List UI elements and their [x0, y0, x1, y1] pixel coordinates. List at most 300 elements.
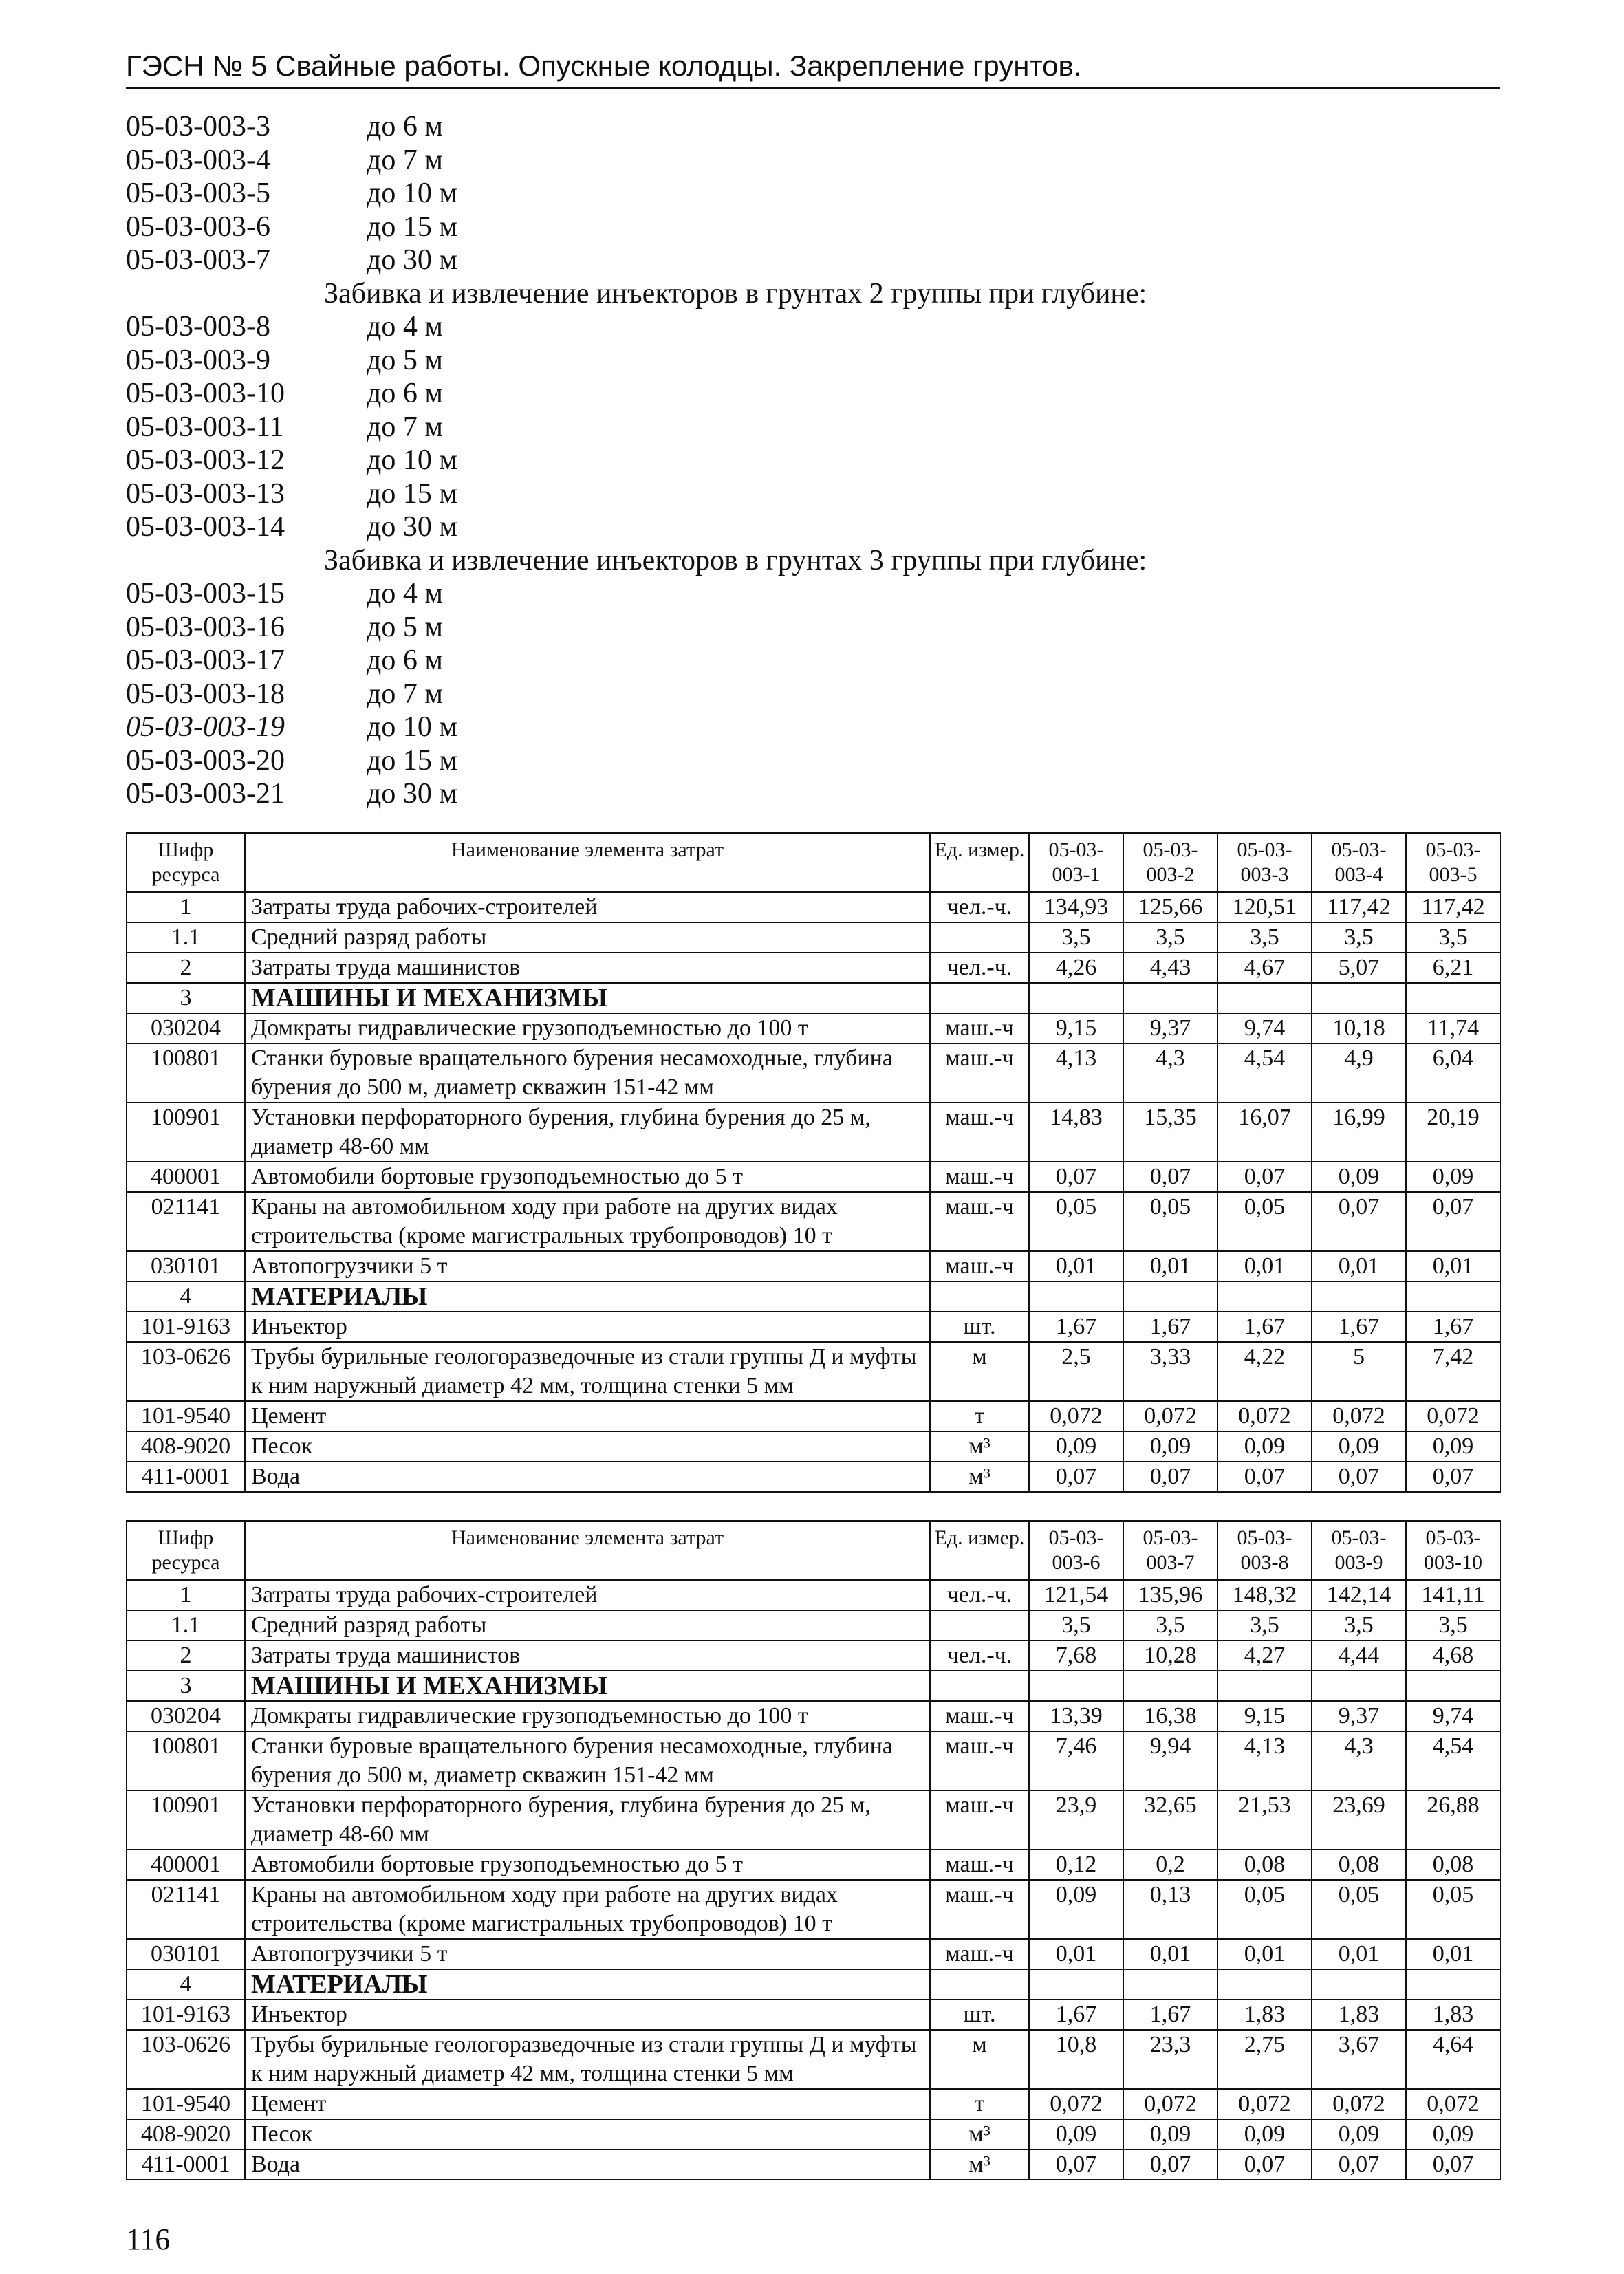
- value-cell: 4,22: [1217, 1342, 1312, 1401]
- norm-code: 05-03-003-4: [126, 144, 270, 176]
- depth-label: до 7 м: [367, 144, 443, 176]
- header-column-code: 05-03-003-1: [1029, 833, 1123, 892]
- value-cell: 0,2: [1123, 1850, 1217, 1880]
- value-cell: [1123, 1969, 1217, 2000]
- norm-code: 05-03-003-6: [126, 210, 270, 243]
- value-cell: 3,67: [1312, 2030, 1406, 2089]
- depth-label: до 7 м: [367, 678, 443, 710]
- resource-code: 3: [127, 983, 245, 1013]
- resource-name: МАШИНЫ И МЕХАНИЗМЫ: [245, 983, 930, 1013]
- value-cell: 0,09: [1217, 2119, 1312, 2150]
- value-cell: 32,65: [1123, 1790, 1217, 1850]
- norm-code: 05-03-003-9: [126, 344, 270, 376]
- value-cell: 0,072: [1029, 2089, 1123, 2119]
- resource-name: Средний разряд работы: [245, 1610, 930, 1640]
- table-row: [127, 2119, 1500, 2150]
- value-cell: 0,01: [1123, 1251, 1217, 1281]
- value-cell: 1,67: [1029, 1312, 1123, 1342]
- header-column-code: 05-03-003-3: [1217, 833, 1312, 892]
- norm-code: 05-03-003-3: [126, 111, 270, 142]
- header-column-code: 05-03-003-9: [1312, 1521, 1406, 1580]
- resource-name: Автомобили бортовые грузоподъемностью до 5 т: [245, 1162, 930, 1192]
- unit-of-measure: маш.-ч: [930, 1043, 1029, 1103]
- value-cell: 1,67: [1217, 1312, 1312, 1342]
- value-cell: 0,07: [1029, 1162, 1123, 1192]
- value-cell: 1,67: [1406, 1312, 1500, 1342]
- table-row: [127, 1701, 1500, 1731]
- value-cell: [1217, 1969, 1312, 2000]
- value-cell: 0,07: [1123, 1462, 1217, 1492]
- value-cell: 0,07: [1029, 1462, 1123, 1492]
- value-cell: 6,21: [1406, 953, 1500, 983]
- value-cell: 0,072: [1312, 1401, 1406, 1431]
- depth-label: до 10 м: [367, 444, 457, 476]
- code-row: [126, 510, 1500, 544]
- code-row: [126, 411, 1500, 444]
- header-row: [127, 1521, 1500, 1580]
- value-cell: 0,09: [1406, 1431, 1500, 1462]
- value-cell: 23,3: [1123, 2030, 1217, 2089]
- header-column-code: 05-03-003-7: [1123, 1521, 1217, 1580]
- resource-code: 400001: [127, 1162, 245, 1192]
- resource-code: 101-9540: [127, 1401, 245, 1431]
- table-row: [127, 1162, 1500, 1192]
- value-cell: [1217, 1281, 1312, 1312]
- resource-code: 408-9020: [127, 2119, 245, 2150]
- value-cell: [1312, 1281, 1406, 1312]
- value-cell: [1029, 1281, 1123, 1312]
- value-cell: 0,09: [1312, 1162, 1406, 1192]
- unit-of-measure: [930, 1610, 1029, 1640]
- header-column-code: 05-03-003-2: [1123, 833, 1217, 892]
- depth-label: до 30 м: [367, 778, 457, 810]
- resource-code: 100801: [127, 1731, 245, 1790]
- value-cell: 16,07: [1217, 1103, 1312, 1162]
- value-cell: 1,67: [1123, 1312, 1217, 1342]
- norm-code: 05-03-003-16: [126, 611, 285, 643]
- depth-label: до 6 м: [367, 378, 443, 409]
- value-cell: 3,5: [1217, 922, 1312, 953]
- resource-name: Средний разряд работы: [245, 922, 930, 953]
- value-cell: 0,09: [1123, 2119, 1217, 2150]
- unit-of-measure: маш.-ч: [930, 1850, 1029, 1880]
- resource-name: Трубы бурильные геологоразведочные из стали группы Д и муфты к ним наружный диаметр 42 мм, толщина стенки 5 мм: [245, 1342, 930, 1401]
- header-code: Шифр ресурса: [127, 833, 245, 892]
- table-row: [127, 1462, 1500, 1492]
- resource-name: Краны на автомобильном ходу при работе на других видах строительства (кроме магистральных трубопроводов) 10 т: [245, 1880, 930, 1939]
- value-cell: 21,53: [1217, 1790, 1312, 1850]
- unit-of-measure: маш.-ч: [930, 1103, 1029, 1162]
- table-row: [127, 1401, 1500, 1431]
- resource-code: 021141: [127, 1192, 245, 1251]
- depth-label: до 10 м: [367, 711, 457, 743]
- resource-name: Автопогрузчики 5 т: [245, 1251, 930, 1281]
- resource-name: Вода: [245, 2150, 930, 2180]
- depth-label: до 15 м: [367, 477, 457, 510]
- value-cell: 0,072: [1217, 2089, 1312, 2119]
- value-cell: 4,43: [1123, 953, 1217, 983]
- unit-of-measure: маш.-ч: [930, 1880, 1029, 1939]
- value-cell: [1406, 1671, 1500, 1701]
- value-cell: 9,37: [1312, 1701, 1406, 1731]
- resource-name: Песок: [245, 1431, 930, 1462]
- value-cell: 0,05: [1029, 1192, 1123, 1251]
- value-cell: 0,01: [1029, 1939, 1123, 1969]
- unit-of-measure: [930, 1281, 1029, 1312]
- resource-code: 411-0001: [127, 2150, 245, 2180]
- table-row: [127, 1640, 1500, 1671]
- value-cell: 3,5: [1029, 922, 1123, 953]
- value-cell: 1,83: [1312, 2000, 1406, 2030]
- resource-name: Вода: [245, 1462, 930, 1492]
- value-cell: 0,05: [1217, 1192, 1312, 1251]
- value-cell: 117,42: [1406, 892, 1500, 922]
- resource-code: 030204: [127, 1013, 245, 1043]
- depth-label: до 15 м: [367, 210, 457, 243]
- value-cell: 0,09: [1406, 2119, 1500, 2150]
- depth-label: до 4 м: [367, 578, 443, 609]
- value-cell: 125,66: [1123, 892, 1217, 922]
- value-cell: 0,07: [1406, 2150, 1500, 2180]
- value-cell: 9,74: [1217, 1013, 1312, 1043]
- unit-of-measure: т: [930, 2089, 1029, 2119]
- value-cell: 23,69: [1312, 1790, 1406, 1850]
- value-cell: 0,09: [1123, 1431, 1217, 1462]
- code-row: [126, 243, 1500, 277]
- value-cell: 7,68: [1029, 1640, 1123, 1671]
- code-row: [126, 344, 1500, 378]
- code-row: [126, 144, 1500, 177]
- value-cell: 0,08: [1406, 1850, 1500, 1880]
- value-cell: 4,64: [1406, 2030, 1500, 2089]
- value-cell: 7,42: [1406, 1342, 1500, 1401]
- resource-name: Затраты труда машинистов: [245, 953, 930, 983]
- table-row: [127, 1880, 1500, 1939]
- value-cell: [1123, 983, 1217, 1013]
- resource-code: 4: [127, 1969, 245, 2000]
- group-heading-text: Забивка и извлечение инъекторов в грунтах 3 группы при глубине:: [324, 544, 1147, 576]
- code-row: [126, 577, 1500, 611]
- code-row: [126, 310, 1500, 344]
- depth-label: до 5 м: [367, 611, 443, 643]
- code-row: [126, 744, 1500, 778]
- codes-list: [126, 110, 1500, 811]
- value-cell: 4,54: [1217, 1043, 1312, 1103]
- resource-code: 100801: [127, 1043, 245, 1103]
- header-row: [127, 833, 1500, 892]
- value-cell: 10,18: [1312, 1013, 1406, 1043]
- unit-of-measure: м³: [930, 2150, 1029, 2180]
- resource-name: Домкраты гидравлические грузоподъемностью до 100 т: [245, 1013, 930, 1043]
- code-row: [126, 377, 1500, 411]
- resource-code: 030204: [127, 1701, 245, 1731]
- unit-of-measure: [930, 1671, 1029, 1701]
- value-cell: 0,072: [1312, 2089, 1406, 2119]
- value-cell: 7,46: [1029, 1731, 1123, 1790]
- resource-code: 400001: [127, 1850, 245, 1880]
- resource-name: Затраты труда рабочих-строителей: [245, 1580, 930, 1610]
- header-unit: Ед. измер.: [930, 833, 1029, 892]
- value-cell: 141,11: [1406, 1580, 1500, 1610]
- resource-code: 2: [127, 953, 245, 983]
- group-heading: [126, 277, 1500, 311]
- resource-code: 101-9163: [127, 1312, 245, 1342]
- value-cell: 9,15: [1217, 1701, 1312, 1731]
- table-row: [127, 922, 1500, 953]
- value-cell: 134,93: [1029, 892, 1123, 922]
- value-cell: 0,07: [1217, 1162, 1312, 1192]
- code-row: [126, 611, 1500, 645]
- table-row: [127, 1342, 1500, 1401]
- header-column-code: 05-03-003-4: [1312, 833, 1406, 892]
- group-heading: [126, 544, 1500, 578]
- value-cell: 142,14: [1312, 1580, 1406, 1610]
- resource-code: 1.1: [127, 922, 245, 953]
- value-cell: 0,01: [1312, 1251, 1406, 1281]
- table-row: [127, 1043, 1500, 1103]
- depth-label: до 6 м: [367, 645, 443, 676]
- value-cell: 0,05: [1123, 1192, 1217, 1251]
- value-cell: [1123, 1281, 1217, 1312]
- code-row: [126, 210, 1500, 244]
- table-row: [127, 1610, 1500, 1640]
- value-cell: [1029, 1671, 1123, 1701]
- resource-name: Станки буровые вращательного бурения несамоходные, глубина бурения до 500 м, диаметр скважин 151-42 мм: [245, 1043, 930, 1103]
- depth-label: до 4 м: [367, 311, 443, 343]
- unit-of-measure: [930, 1969, 1029, 2000]
- value-cell: [1029, 1969, 1123, 2000]
- value-cell: 13,39: [1029, 1701, 1123, 1731]
- unit-of-measure: м: [930, 1342, 1029, 1401]
- value-cell: 3,5: [1217, 1610, 1312, 1640]
- value-cell: 0,09: [1217, 1431, 1312, 1462]
- table-row: [127, 2089, 1500, 2119]
- value-cell: 4,67: [1217, 953, 1312, 983]
- depth-label: до 30 м: [367, 511, 457, 543]
- section-row: [127, 983, 1500, 1013]
- resource-name: Инъектор: [245, 2000, 930, 2030]
- header-name: Наименование элемента затрат: [245, 833, 930, 892]
- depth-label: до 10 м: [367, 177, 457, 209]
- value-cell: 0,09: [1312, 2119, 1406, 2150]
- value-cell: [1406, 983, 1500, 1013]
- norm-code: 05-03-003-13: [126, 477, 285, 510]
- value-cell: 0,09: [1406, 1162, 1500, 1192]
- unit-of-measure: маш.-ч: [930, 1939, 1029, 1969]
- resource-name: Автопогрузчики 5 т: [245, 1939, 930, 1969]
- resource-name: МАШИНЫ И МЕХАНИЗМЫ: [245, 1671, 930, 1701]
- norm-code: 05-03-003-11: [126, 411, 284, 443]
- table-row: [127, 1731, 1500, 1790]
- value-cell: 0,07: [1217, 1462, 1312, 1492]
- table-row: [127, 1251, 1500, 1281]
- code-row: [126, 110, 1500, 144]
- value-cell: 3,5: [1406, 922, 1500, 953]
- depth-label: до 15 м: [367, 744, 457, 777]
- table-row: [127, 2030, 1500, 2089]
- value-cell: 2,75: [1217, 2030, 1312, 2089]
- value-cell: 120,51: [1217, 892, 1312, 922]
- value-cell: 1,67: [1123, 2000, 1217, 2030]
- value-cell: 135,96: [1123, 1580, 1217, 1610]
- value-cell: 2,5: [1029, 1342, 1123, 1401]
- value-cell: 0,01: [1406, 1251, 1500, 1281]
- value-cell: 0,072: [1123, 2089, 1217, 2119]
- value-cell: 6,04: [1406, 1043, 1500, 1103]
- value-cell: 0,072: [1217, 1401, 1312, 1431]
- resource-code: 101-9163: [127, 2000, 245, 2030]
- value-cell: 0,072: [1406, 2089, 1500, 2119]
- table-row: [127, 1431, 1500, 1462]
- value-cell: 4,13: [1029, 1043, 1123, 1103]
- resource-name: Инъектор: [245, 1312, 930, 1342]
- running-header: ГЭСН № 5 Свайные работы. Опускные колодцы. Закрепление грунтов.: [126, 48, 1500, 89]
- unit-of-measure: маш.-ч: [930, 1701, 1029, 1731]
- value-cell: 1,83: [1406, 2000, 1500, 2030]
- unit-of-measure: маш.-ч: [930, 1013, 1029, 1043]
- norm-code: 05-03-003-7: [126, 244, 270, 276]
- value-cell: 4,27: [1217, 1640, 1312, 1671]
- value-cell: 15,35: [1123, 1103, 1217, 1162]
- depth-label: до 7 м: [367, 411, 443, 443]
- value-cell: 0,09: [1029, 1431, 1123, 1462]
- value-cell: 9,37: [1123, 1013, 1217, 1043]
- code-row: [126, 477, 1500, 511]
- value-cell: 26,88: [1406, 1790, 1500, 1850]
- header-column-code: 05-03-003-8: [1217, 1521, 1312, 1580]
- value-cell: 0,09: [1029, 1880, 1123, 1939]
- header-column-code: 05-03-003-5: [1406, 833, 1500, 892]
- table-row: [127, 1013, 1500, 1043]
- value-cell: 0,13: [1123, 1880, 1217, 1939]
- value-cell: 23,9: [1029, 1790, 1123, 1850]
- value-cell: 117,42: [1312, 892, 1406, 922]
- resource-name: Затраты труда машинистов: [245, 1640, 930, 1671]
- unit-of-measure: м³: [930, 1462, 1029, 1492]
- norm-code: 05-03-003-12: [126, 444, 285, 476]
- resource-name: Песок: [245, 2119, 930, 2150]
- resource-code: 4: [127, 1281, 245, 1312]
- value-cell: 14,83: [1029, 1103, 1123, 1162]
- unit-of-measure: [930, 983, 1029, 1013]
- value-cell: 0,05: [1217, 1880, 1312, 1939]
- norm-code: 05-03-003-17: [126, 645, 285, 676]
- resource-code: 411-0001: [127, 1462, 245, 1492]
- resource-code: 408-9020: [127, 1431, 245, 1462]
- value-cell: 0,072: [1406, 1401, 1500, 1431]
- value-cell: [1029, 983, 1123, 1013]
- value-cell: 0,12: [1029, 1850, 1123, 1880]
- value-cell: 3,5: [1123, 922, 1217, 953]
- unit-of-measure: чел.-ч.: [930, 1580, 1029, 1610]
- unit-of-measure: чел.-ч.: [930, 953, 1029, 983]
- value-cell: 0,01: [1123, 1939, 1217, 1969]
- value-cell: 4,26: [1029, 953, 1123, 983]
- value-cell: 0,07: [1406, 1462, 1500, 1492]
- table-row: [127, 1850, 1500, 1880]
- value-cell: 0,07: [1217, 2150, 1312, 2180]
- value-cell: 4,13: [1217, 1731, 1312, 1790]
- value-cell: 3,5: [1123, 1610, 1217, 1640]
- header-code: Шифр ресурса: [127, 1521, 245, 1580]
- value-cell: 16,99: [1312, 1103, 1406, 1162]
- code-row: [126, 444, 1500, 477]
- norm-code: 05-03-003-5: [126, 177, 270, 209]
- value-cell: [1312, 983, 1406, 1013]
- value-cell: 9,15: [1029, 1013, 1123, 1043]
- value-cell: 4,44: [1312, 1640, 1406, 1671]
- value-cell: 3,5: [1312, 922, 1406, 953]
- resource-name: Цемент: [245, 1401, 930, 1431]
- resource-name: Станки буровые вращательного бурения несамоходные, глубина бурения до 500 м, диаметр скважин 151-42 мм: [245, 1731, 930, 1790]
- resource-code: 2: [127, 1640, 245, 1671]
- unit-of-measure: маш.-ч: [930, 1790, 1029, 1850]
- unit-of-measure: маш.-ч: [930, 1251, 1029, 1281]
- unit-of-measure: чел.-ч.: [930, 1640, 1029, 1671]
- table-row: [127, 953, 1500, 983]
- resource-code: 103-0626: [127, 2030, 245, 2089]
- unit-of-measure: маш.-ч: [930, 1731, 1029, 1790]
- value-cell: [1312, 1969, 1406, 2000]
- value-cell: [1406, 1969, 1500, 2000]
- resource-name: Краны на автомобильном ходу при работе на других видах строительства (кроме магистральных трубопроводов) 10 т: [245, 1192, 930, 1251]
- value-cell: 0,01: [1217, 1251, 1312, 1281]
- value-cell: [1217, 1671, 1312, 1701]
- value-cell: 0,08: [1312, 1850, 1406, 1880]
- code-row: [126, 177, 1500, 210]
- norm-code: 05-03-003-20: [126, 744, 285, 777]
- unit-of-measure: маш.-ч: [930, 1162, 1029, 1192]
- resource-name: МАТЕРИАЛЫ: [245, 1281, 930, 1312]
- value-cell: 0,01: [1217, 1939, 1312, 1969]
- value-cell: 0,072: [1123, 1401, 1217, 1431]
- header-name: Наименование элемента затрат: [245, 1521, 930, 1580]
- value-cell: 3,5: [1312, 1610, 1406, 1640]
- table-row: [127, 1580, 1500, 1610]
- value-cell: [1123, 1671, 1217, 1701]
- value-cell: 3,5: [1406, 1610, 1500, 1640]
- resource-code: 030101: [127, 1939, 245, 1969]
- value-cell: 4,54: [1406, 1731, 1500, 1790]
- resource-code: 100901: [127, 1790, 245, 1850]
- table-row: [127, 1103, 1500, 1162]
- code-row: [126, 644, 1500, 678]
- resource-name: Домкраты гидравлические грузоподъемностью до 100 т: [245, 1701, 930, 1731]
- value-cell: 0,09: [1029, 2119, 1123, 2150]
- value-cell: 0,01: [1406, 1939, 1500, 1969]
- resource-name: Автомобили бортовые грузоподъемностью до 5 т: [245, 1850, 930, 1880]
- resource-code: 101-9540: [127, 2089, 245, 2119]
- norm-code: 05-03-003-15: [126, 578, 285, 609]
- value-cell: 0,07: [1029, 2150, 1123, 2180]
- value-cell: 20,19: [1406, 1103, 1500, 1162]
- value-cell: 9,74: [1406, 1701, 1500, 1731]
- value-cell: 4,9: [1312, 1043, 1406, 1103]
- value-cell: 0,07: [1312, 2150, 1406, 2180]
- unit-of-measure: [930, 922, 1029, 953]
- value-cell: 1,67: [1312, 1312, 1406, 1342]
- resource-name: Установки перфораторного бурения, глубина бурения до 25 м, диаметр 48-60 мм: [245, 1103, 930, 1162]
- unit-of-measure: м: [930, 2030, 1029, 2089]
- resource-code: 100901: [127, 1103, 245, 1162]
- value-cell: 0,08: [1217, 1850, 1312, 1880]
- code-row: [126, 777, 1500, 811]
- resource-name: Цемент: [245, 2089, 930, 2119]
- header-column-code: 05-03-003-6: [1029, 1521, 1123, 1580]
- value-cell: 10,28: [1123, 1640, 1217, 1671]
- norm-code: 05-03-003-8: [126, 311, 270, 343]
- resource-name: Установки перфораторного бурения, глубина бурения до 25 м, диаметр 48-60 мм: [245, 1790, 930, 1850]
